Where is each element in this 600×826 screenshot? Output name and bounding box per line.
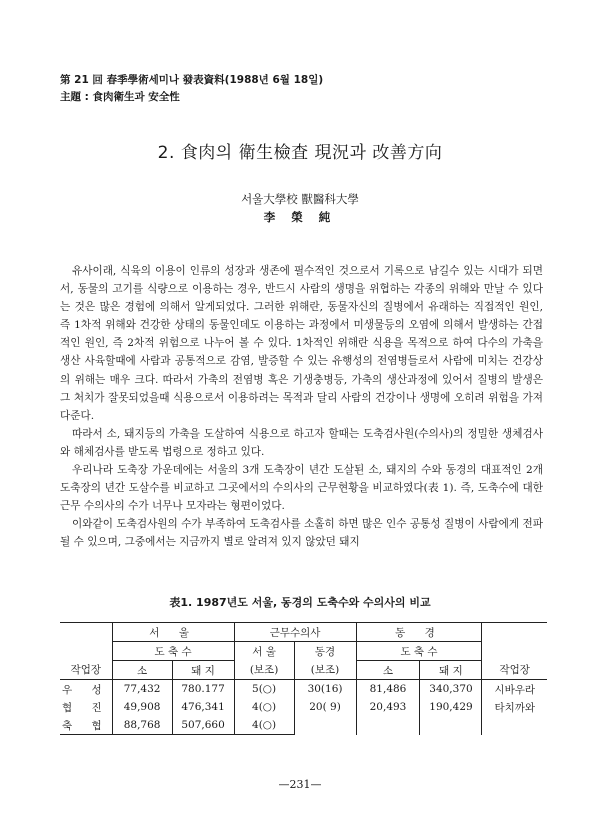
affiliation: 서울大學校 獸醫科大學 — [241, 192, 359, 206]
header-workplace-tokyo: 작업장 — [482, 661, 547, 680]
cell-vet-seoul: 5(○) — [234, 680, 294, 699]
cell-seoul-pig: 780.177 — [172, 680, 234, 699]
cell-tokyo-place — [482, 716, 547, 735]
cell-seoul-cattle: 49,908 — [112, 698, 172, 716]
cell-seoul-cattle: 88,768 — [112, 716, 172, 735]
cell-seoul-pig: 476,341 — [172, 698, 234, 716]
header-slaughter-seoul: 도 축 수 — [112, 642, 234, 661]
header-pig-seoul: 돼 지 — [172, 661, 234, 680]
cell-vet-tokyo: 30(16) — [294, 680, 356, 699]
cell-tokyo-cattle: 20,493 — [356, 698, 420, 716]
paragraph: 유사이래, 식육의 이용이 인류의 성장과 생존에 필수적인 것으로서 기록으로 남길수 있는 시대가 되면서, 동물의 고기를 식량으로 이용하는 경우, 반드시 사람의 생명을 위협하는 각종의 위해와 만날 수 있다는 것은 많은 경험에 의해서 알게되었다. 그러한 위해란, 동물자신의 질병에서 유래하는 직접적인 원인, 즉 1차적 위해와 건강한 상태의 동물인데도 이용하는 과정에서 미생물등의 오염에 의해서 발생하는 간접적인 원인, 즉 2차적 위험으로 나누어 볼 수 있다. 1차적인 위해란 식용을 목적으로 하여 다수의 가축을 생산 사육할때에 사람과 공통적으로 감염, 발증할 수 있는 유행성의 전염병들로서 사람에 미치는 건강상의 위해는 매우 크다. 따라서 가축의 전염병 혹은 기생충병등, 가축의 생산과정에 있어서 질병의 발생은 그 처치가 잘못되었을때 식용으로서 이용하려는 목적과 달리 사람의 건강이나 생명에 오히려 위험을 가져다준다. — [60, 265, 543, 422]
table-row — [60, 716, 547, 735]
cell-vet-seoul: 4(○) — [234, 698, 294, 716]
paragraph: 이와같이 도축검사원의 수가 부족하여 도축검사를 소홀히 하면 많은 인수 공통성 질병이 사람에게 전파될 수 있으며, 그중에서는 지금까지 별로 알려져 있지 않았던 돼지 — [60, 518, 543, 549]
affiliation-block — [0, 190, 600, 226]
cell-tokyo-pig: 190,429 — [420, 698, 482, 716]
header-tokyo: 동 경 — [356, 623, 482, 642]
body-text — [60, 262, 543, 552]
row-name: 협 진 — [62, 701, 110, 714]
header-cattle-seoul: 소 — [112, 661, 172, 680]
cell-tokyo-cattle — [356, 716, 420, 735]
page-number: —231— — [278, 778, 322, 791]
header-slaughter-tokyo: 도 축 수 — [356, 642, 482, 661]
page-title: 2. 食肉의 衛生檢査 現況과 改善方向 — [157, 143, 443, 163]
header-vet-tokyo: 동경 — [294, 642, 356, 661]
cell-tokyo-place: 시바우라 — [482, 680, 547, 699]
cell-vet-tokyo: 20( 9) — [294, 698, 356, 716]
table-row — [60, 698, 547, 716]
cell-seoul-cattle: 77,432 — [112, 680, 172, 699]
cell-tokyo-place: 타치까와 — [482, 698, 547, 716]
seminar-topic: 主題 : 食肉衛生과 安全性 — [60, 91, 180, 103]
seminar-header — [60, 72, 323, 106]
header-reserve-tokyo: (보조) — [294, 661, 356, 680]
author: 李 榮 純 — [263, 210, 337, 224]
cell-tokyo-pig: 340,370 — [420, 680, 482, 699]
cell-tokyo-pig — [420, 716, 482, 735]
cell-seoul-pig: 507,660 — [172, 716, 234, 735]
cell-vet-seoul: 4(○) — [234, 716, 294, 735]
paragraph: 따라서 소, 돼지등의 가축을 도살하여 식용으로 하고자 할때는 도축검사원(수의사)의 정밀한 생체검사와 해체검사를 받도록 법령으로 정하고 있다. — [60, 427, 543, 458]
cell-vet-tokyo — [294, 716, 356, 735]
table-caption: 表1. 1987년도 서울, 동경의 도축수와 수의사의 비교 — [169, 596, 431, 609]
header-seoul: 서 울 — [112, 623, 234, 642]
seminar-info: 第 21 回 春季學術세미나 發表資料(1988년 6월 18일) — [60, 74, 324, 86]
header-pig-tokyo: 돼 지 — [420, 661, 482, 680]
cell-tokyo-cattle: 81,486 — [356, 680, 420, 699]
row-name: 축 협 — [60, 716, 112, 735]
comparison-table — [60, 622, 547, 735]
header-reserve-seoul: (보조) — [234, 661, 294, 680]
header-cattle-tokyo: 소 — [356, 661, 420, 680]
header-workplace-seoul: 작업장 — [60, 661, 112, 680]
paragraph: 우리나라 도축장 가운데에는 서울의 3개 도축장이 년간 도살된 소, 돼지의 수와 동경의 대표적인 2개 도축장의 년간 도살수를 비교하고 그곳에서의 수의사의 근무현황을 비교하였다(表 1). 즉, 도축수에 대한 근무 수의사의 수가 너무나 모자라는 형편이었다. — [60, 464, 543, 513]
header-vets: 근무수의사 — [234, 623, 356, 642]
table-row — [60, 680, 547, 699]
row-name: 우 성 — [62, 683, 110, 696]
header-vet-seoul: 서 울 — [234, 642, 294, 661]
